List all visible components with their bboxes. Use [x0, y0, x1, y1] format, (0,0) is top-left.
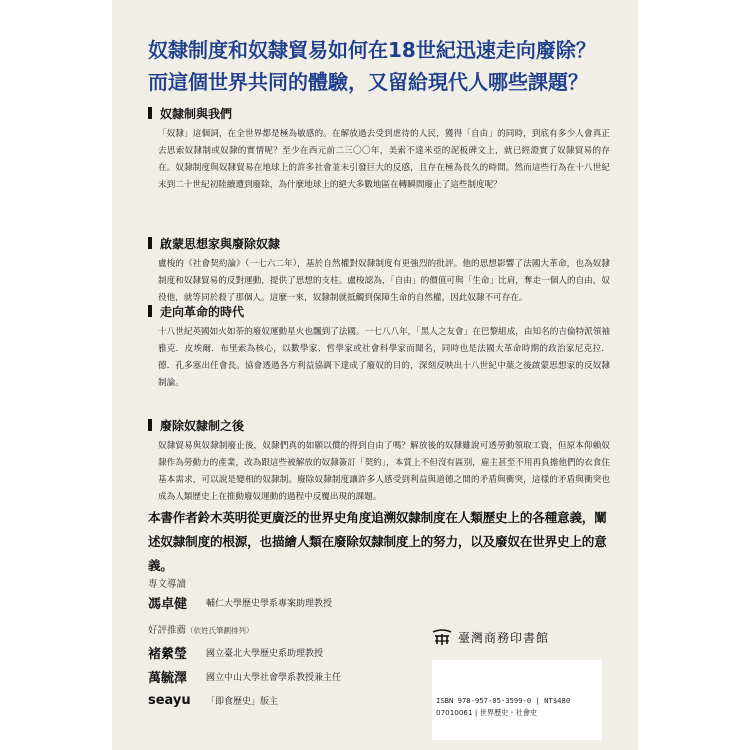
recommender-row: [148, 642, 323, 662]
section-heading-2: 啟蒙思想家與廢除奴隸: [148, 234, 280, 252]
guide-row: [148, 592, 332, 612]
publisher-logo-icon: [432, 628, 452, 646]
recommender-name: seayu: [148, 692, 191, 708]
recommend-label: 好評推薦（依姓氏筆劃排列）: [148, 625, 254, 636]
recommend-note: （依姓氏筆劃排列）: [186, 626, 254, 635]
recommender-row: [148, 690, 278, 710]
section-heading-3: 走向革命的時代: [148, 302, 244, 320]
recommender-title: 「即食歷史」版主: [206, 696, 279, 707]
section-text-4: 奴隸貿易與奴隸制廢止後，奴隸們真的如願以償的得到自由了嗎？解放後的奴隸雖說可透勞動領取工資，但原本仰賴奴隸作為勞動力的產業，改為跟這些被解放的奴隸簽訂「契約」，本質上不但沒有區別，雇主甚至不用再負擔他們的衣食住基本需求，可以說是變相的奴隸制。廢除奴隸制度讓許多人感受到利益與道德之間的矛盾與衝突，這樣的矛盾與衝突也成為人類歷史上在推動廢奴運動的過程中反覆出現的課題。: [158, 441, 610, 502]
catalog-number: 07010061 | 世界歷史・社會史: [436, 708, 538, 717]
heading-bar-icon: [148, 237, 152, 249]
headline: [148, 34, 608, 98]
section-text-2: 盧梭的《社會契約論》（一七六二年），基於自然權對奴隸制度有更強烈的批評。他的思想影響了法國大革命，也為奴隸制度和奴隸貿易的反對運動，提供了思想的支柱。盧梭認為，「自由」的價值可與「生命」比肩，奪走一個人的自由，奴役他，就等同於殺了那個人。這麼一來，奴隸制就抵觸到保障生命的自然權，因此奴隸不可存在。: [158, 259, 610, 303]
section-text-3: 十八世紀英國如火如荼的廢奴運動星火也飄到了法國。一七八八年，「黑人之友會」在巴黎組成，由知名的吉倫特派領袖雅克．皮埃爾．布里索為核心，以數學家、哲學家或社會科學家而聞名，同時也是法國大革命時期的政治家尼克拉．德．孔多塞出任會長。協會透過各方利益協調下達成了廢奴的目的，深刻反映出十八世紀中葉之後啟蒙思想家的反奴隸制論。: [158, 327, 610, 388]
heading-bar-icon: [148, 419, 152, 431]
section-heading-4: 廢除奴隸制之後: [148, 416, 244, 434]
isbn-price: ISBN 978-957-05-3599-0 | NT$480: [436, 696, 571, 705]
recommender-title: 國立臺北大學歷史系助理教授: [206, 648, 324, 659]
recommender-name: 萬毓澤: [148, 670, 188, 686]
publisher: [432, 626, 549, 648]
headline-line-1: 奴隸制度和奴隸貿易如何在18世紀迅速走向廢除？: [148, 38, 596, 62]
guide-name: 馮卓健: [148, 596, 188, 612]
publisher-name: 臺灣商務印書館: [458, 630, 550, 645]
recommender-name: 褚縈瑩: [148, 646, 188, 662]
intro-label: 專文導讀: [148, 579, 187, 590]
recommender-title: 國立中山大學社會學系教授兼主任: [206, 672, 342, 683]
section-text-1: 「奴隸」這個詞，在全世界都是極為敏感的。在解放過去受到虐待的人民，獲得「自由」的同時，到底有多少人會真正去思索奴隸制或奴隸的實情呢？至少在西元前二三〇〇年，美索不達米亞的泥板碑文上，就已經證實了奴隸貿易的存在。奴隸制度與奴隸貿易在地球上的許多社會並未引發巨大的反感，且存在極為長久的時間。然而這些行為在十八世紀末到二十世紀初陸續遭到廢除，為什麼地球上的絕大多數地區在轉瞬間廢止了這些制度呢？: [158, 129, 610, 190]
heading-bar-icon: [148, 107, 152, 119]
heading-bar-icon: [148, 305, 152, 317]
book-summary: 本書作者鈴木英明從更廣泛的世界史角度追溯奴隸制度在人類歷史上的各種意義，闡述奴隸制度的根源，也描繪人類在廢除奴隸制度上的努力，以及廢奴在世界史上的意義。: [148, 510, 607, 573]
recommender-row: [148, 666, 341, 686]
section-heading-1: 奴隸制與我們: [148, 104, 232, 122]
guide-title: 輔仁大學歷史學系專案助理教授: [206, 598, 333, 609]
headline-line-2: 而這個世界共同的體驗，又留給現代人哪些課題？: [148, 70, 588, 94]
